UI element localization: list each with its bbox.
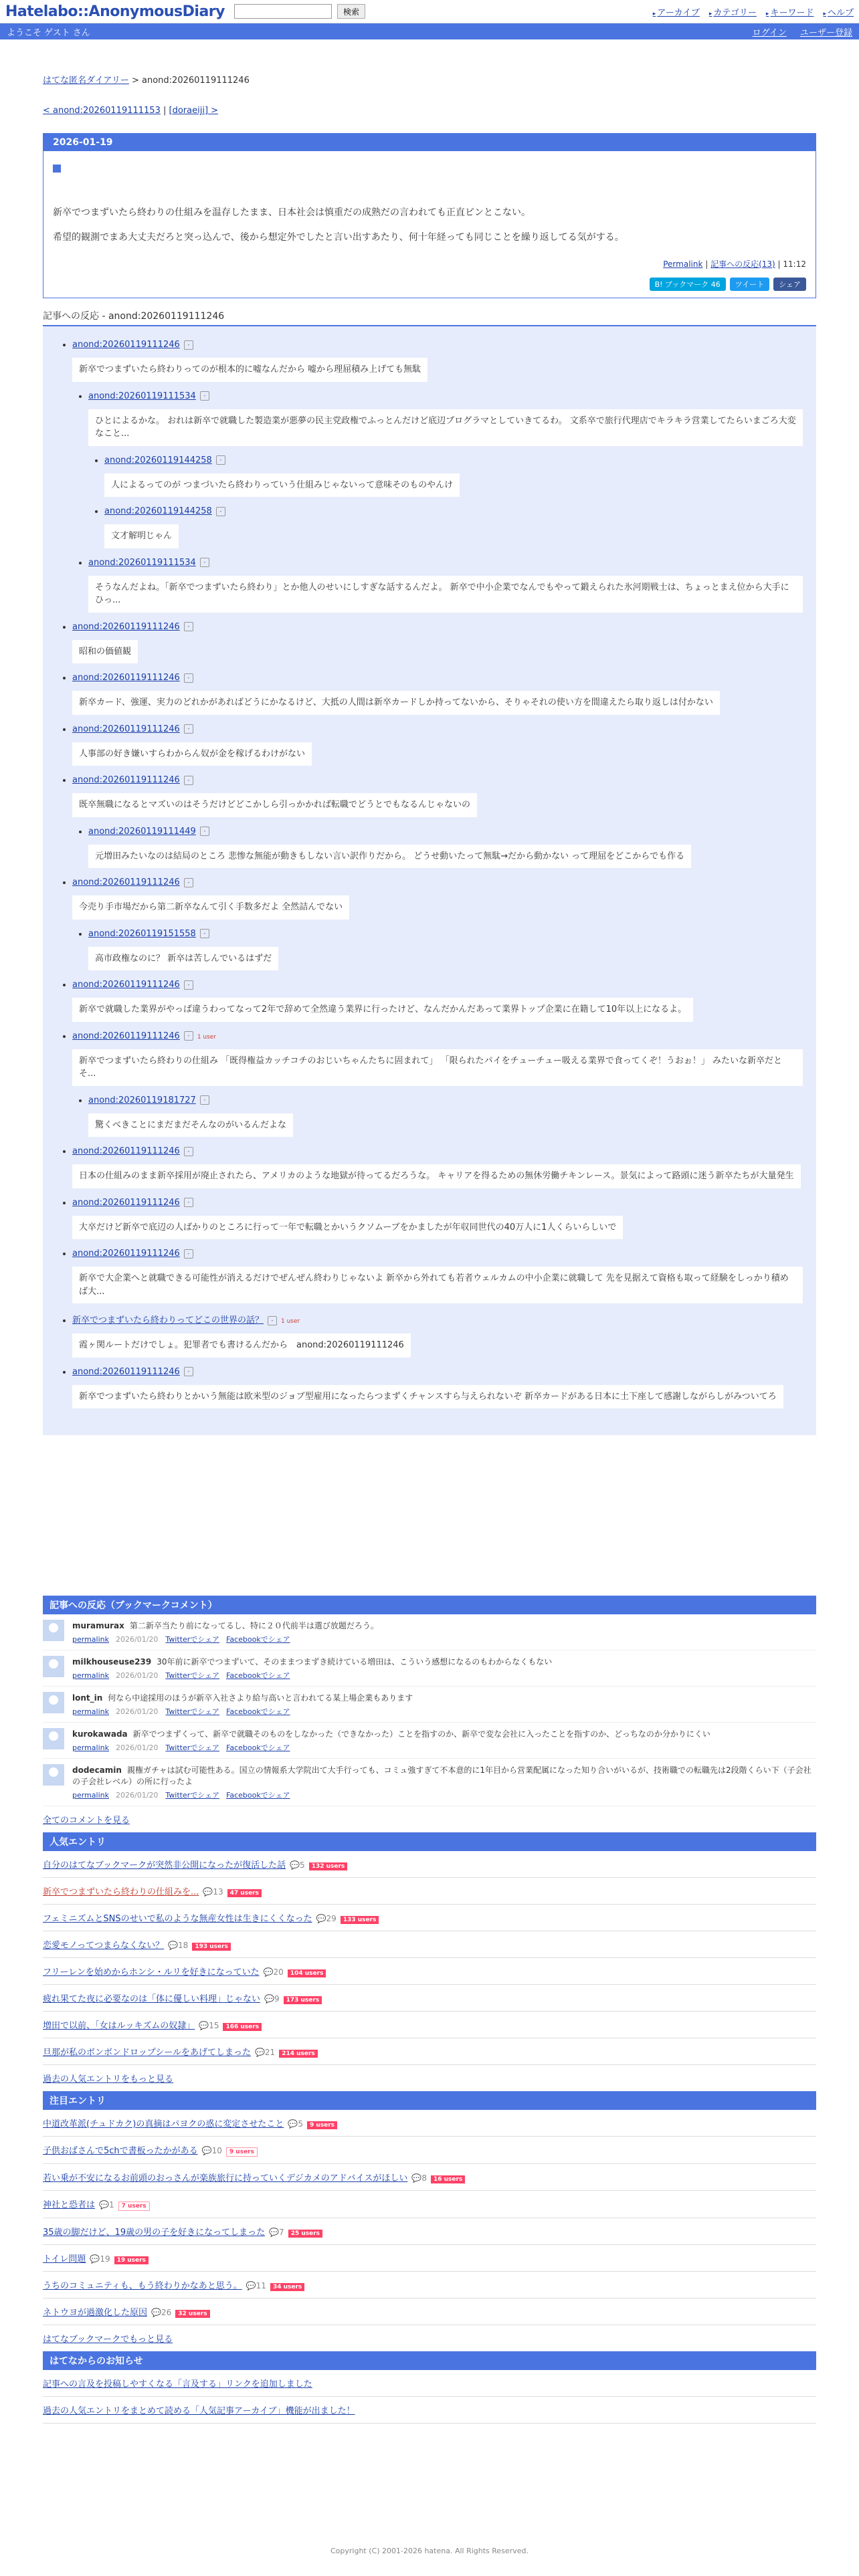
bookmark-row — [43, 1723, 816, 1759]
comment-count — [255, 2048, 275, 2057]
bookmark-section — [43, 1596, 816, 1826]
comment-count — [288, 2119, 303, 2129]
reaction-comment: 新卒でつまずいたら終わりの仕組み 「既得権益カッチコチのおじいちゃんたちに固まれて」 「限られたパイをチューチュー吸える業界で食ってくぞ！うおぉ！」 みたいな新卒だとそ... — [72, 1049, 803, 1086]
reaction-link[interactable]: anond:20260119111246 — [72, 340, 180, 350]
users-badge[interactable]: 104 users — [288, 1969, 326, 1977]
toggle-icon[interactable]: - — [200, 391, 209, 401]
entry-item — [43, 1931, 816, 1958]
bookmark-twitter-share[interactable]: Twitterでシェア — [165, 1635, 220, 1644]
breadcrumb-home[interactable]: はてな匿名ダイアリー — [43, 76, 129, 86]
user-bar — [0, 23, 859, 39]
speech-bubble-icon: 💬 — [269, 2228, 280, 2237]
article — [43, 133, 816, 298]
reaction-comment: 新卒カード、強運、実力のどれかがあればどうにかなるけど、大抵の人間は新卒カードしか持ってないから、そりゃそれの使い方を間違えたら取り返しは付かない — [72, 691, 720, 715]
hatena-bookmark-button[interactable]: B! ブックマーク 46 — [650, 278, 726, 291]
entry-link[interactable]: うちのコミュニティも、もう終わりかなあと思う。 — [43, 2281, 242, 2291]
popular-list — [43, 1851, 816, 2065]
reaction-comment: ひとによるかな。 おれは新卒で就職した製造業が悪夢の民主党政権でふっとんだけど底辺プログラマとしていきてるわ。 文系卒で旅行代理店でキラキラ営業してたらいまごろ大変なこと... — [88, 409, 803, 446]
reaction-comment: 元増田みたいなのは結局のところ 悲惨な無能が動きもしない言い訳作りだから。 どうせ動いたって無駄→だから動かない って理屈をどこからでも作る — [88, 845, 691, 869]
bookmark-date: 2026/01/20 — [116, 1707, 159, 1716]
comment-count-value: 15 — [209, 2021, 219, 2030]
help-link[interactable]: ▸ ヘルプ — [823, 5, 854, 18]
reaction-item — [72, 1198, 803, 1240]
news-link[interactable]: 記事への言及を投稿しやすくなる「言及する」リンクを追加しました — [43, 2379, 312, 2389]
reaction-comment: 人によるってのが つまづいたら終わりっていう仕組みじゃないって意味そのものやんけ — [104, 473, 460, 498]
tweet-button[interactable]: ツイート — [730, 278, 769, 291]
reaction-link[interactable]: anond:20260119151558 — [88, 928, 196, 939]
bookmark-permalink[interactable]: permalink — [72, 1707, 109, 1716]
next-link[interactable]: [doraeiji] > — [169, 106, 219, 116]
bookmark-line — [72, 1692, 413, 1703]
entry-item — [43, 1905, 816, 1931]
news-link[interactable]: 過去の人気エントリをまとめて読める「人気記事アーカイブ」機能が出ました！ — [43, 2406, 355, 2416]
reaction-item — [72, 775, 803, 868]
bookmark-row — [43, 1614, 816, 1650]
reaction-comment: 新卒で大企業へと就職できる可能性が消えるだけでぜんぜん終わりじゃないよ 新卒から外れても若者ウェルカムの中小企業に就職して 先を見据えて資格も取って経験をしっかり積めば大... — [72, 1267, 803, 1303]
reaction-item — [88, 558, 803, 613]
bookmark-row — [43, 1759, 816, 1806]
reaction-comment: 文才解明じゃん — [104, 524, 179, 548]
speech-bubble-icon: 💬 — [199, 2021, 209, 2030]
speech-bubble-icon: 💬 — [99, 2200, 109, 2210]
reaction-comment: 今売り手市場だから第二新卒なんて引く手数多だよ 全然詰んでない — [72, 895, 349, 920]
prev-link[interactable]: < anond:20260119111153 — [43, 106, 161, 116]
bookmark-facebook-share[interactable]: Facebookでシェア — [226, 1791, 290, 1800]
bookmark-line — [72, 1764, 816, 1787]
speech-bubble-icon: 💬 — [201, 2146, 212, 2155]
bookmark-user[interactable]: dodecamin — [72, 1765, 122, 1775]
reaction-item — [88, 929, 803, 971]
reaction-link[interactable]: anond:20260119111246 — [72, 1031, 180, 1041]
bookmark-body — [72, 1728, 710, 1753]
reaction-link[interactable]: anond:20260119111246 — [72, 1197, 180, 1208]
article-paragraph: 希望的観測でまあ大丈夫だろと突っ込んで、後から想定外でしたと言い出すあたり、何十年経っても同じことを繰り返してる気がする。 — [53, 232, 624, 243]
bookmark-user[interactable]: kurokawada — [72, 1729, 128, 1739]
bookmark-line — [72, 1656, 552, 1667]
entry-link[interactable]: 旦那が私のボンボンドロップシールをあげてしまった — [43, 2048, 251, 2058]
bookmark-meta — [72, 1790, 816, 1800]
news-item — [43, 2397, 816, 2424]
bookmark-facebook-share[interactable]: Facebookでシェア — [226, 1635, 290, 1644]
entry-item — [43, 1958, 816, 1985]
toggle-icon[interactable]: - — [184, 1249, 193, 1259]
bookmark-twitter-share[interactable]: Twitterでシェア — [165, 1743, 220, 1752]
reaction-users-badge[interactable]: 1 user — [281, 1318, 300, 1325]
reaction-link[interactable]: anond:20260119111449 — [88, 826, 196, 837]
bookmark-body — [72, 1692, 413, 1717]
entry-item — [43, 2110, 816, 2137]
bookmark-meta — [72, 1742, 710, 1753]
bookmark-body — [72, 1620, 379, 1644]
entry-link[interactable]: 子供おばさんで5chで書板ったかがある — [43, 2146, 198, 2156]
keyword-link[interactable]: ▸ キーワード — [766, 5, 814, 18]
reaction-sublist — [72, 827, 803, 869]
entry-link[interactable]: 疲れ果てた夜に必要なのは「体に優しい料理」じゃない — [43, 1994, 261, 2004]
reaction-item — [72, 980, 803, 1022]
comment-count — [151, 2308, 171, 2317]
reaction-link[interactable]: anond:20260119111246 — [72, 775, 180, 785]
bookmark-facebook-share[interactable]: Facebookでシェア — [226, 1743, 290, 1752]
comment-count — [269, 2228, 284, 2237]
notable-section — [43, 2091, 816, 2345]
archive-link[interactable]: ▸ アーカイブ — [653, 5, 700, 18]
bookmark-comment: 親権ガチャは試む可能性ある。国立の情報系大学院出て大手行っても、コミュ強すぎて不本意的に1年目から営業配属になった知り合いがいるが、技術職での転職先は2段階くらい下（子会社の子会社レベル）の所に行ったよ — [72, 1765, 812, 1786]
reaction-link[interactable]: anond:20260119111246 — [72, 724, 180, 734]
reaction-users-badge[interactable]: 1 user — [197, 1033, 217, 1041]
reaction-comment: 昭和の価値観 — [72, 640, 138, 664]
toggle-icon[interactable]: - — [184, 980, 193, 990]
news-list — [43, 2370, 816, 2424]
reaction-sublist — [88, 455, 803, 548]
avatar[interactable] — [43, 1692, 64, 1713]
breadcrumb-current: anond:20260119111246 — [142, 76, 250, 86]
category-link[interactable]: ▸ カテゴリー — [709, 5, 757, 18]
bookmark-date: 2026/01/20 — [116, 1671, 159, 1680]
bookmark-twitter-share[interactable]: Twitterでシェア — [165, 1671, 220, 1680]
bookmark-meta — [72, 1706, 413, 1717]
reaction-tree — [43, 325, 816, 1435]
toggle-icon[interactable]: - — [184, 1147, 193, 1156]
comment-count-value: 8 — [421, 2173, 427, 2183]
comment-count-value: 5 — [300, 1860, 305, 1870]
entry-item — [43, 1985, 816, 2012]
bookmark-facebook-share[interactable]: Facebookでシェア — [226, 1671, 290, 1680]
entry-item — [43, 2012, 816, 2038]
speech-bubble-icon: 💬 — [290, 1860, 300, 1870]
users-badge[interactable]: 19 users — [114, 2256, 149, 2264]
users-badge[interactable]: 47 users — [227, 1889, 262, 1897]
reaction-comment: 新卒でつまずいたら終わりとかいう無能は欧米型のジョブ型雇用になったらつまずくチャンスすら与えられないぞ 新卒カードがある日本に土下座して感謝しながらしがみついてろ — [72, 1385, 783, 1409]
reaction-link[interactable]: 新卒でつまずいたら終わりってどこの世界の話？ — [72, 1315, 264, 1325]
reaction-comment: そうなんだよね。「新卒でつまずいたら終わり」とか他人のせいにしすぎな話するんだよ。 新卒で中小企業でなんでもやって鍛えられた氷河期戦士は、ちょっとまえ位から大手にひっ... — [88, 576, 803, 613]
toggle-icon[interactable]: - — [184, 724, 193, 734]
notable-header: 注目エントリ — [43, 2091, 816, 2110]
entry-link[interactable]: フェミニズムとSNSのせいで私のような無産女性は生きにくくなった — [43, 1914, 312, 1924]
comment-count — [199, 2021, 219, 2030]
comment-count-value: 26 — [161, 2308, 172, 2317]
comment-count — [246, 2281, 266, 2290]
top-bar — [0, 0, 859, 23]
article-time: 11:12 — [783, 259, 806, 269]
bookmark-list — [43, 1614, 816, 1806]
comment-count-value: 10 — [211, 2146, 222, 2155]
entry-item — [43, 2298, 816, 2325]
search-button[interactable]: 検索 — [337, 4, 365, 19]
reaction-sublist — [72, 391, 803, 613]
comment-count-value: 9 — [274, 1994, 280, 2004]
comment-count-value: 20 — [273, 1967, 284, 1977]
bookmark-permalink[interactable]: permalink — [72, 1671, 109, 1680]
speech-bubble-icon: 💬 — [263, 1967, 274, 1977]
toggle-icon[interactable]: - — [184, 340, 193, 350]
comment-count — [411, 2173, 427, 2183]
reaction-sublist — [72, 929, 803, 971]
entry-link[interactable]: 神社と恐者は — [43, 2200, 96, 2210]
reaction-link[interactable]: anond:20260119144258 — [104, 506, 212, 516]
users-badge[interactable]: 166 users — [223, 2023, 262, 2031]
comment-count-value: 21 — [264, 2048, 276, 2057]
reaction-list — [56, 340, 803, 1408]
avatar[interactable] — [43, 1728, 64, 1749]
toggle-icon[interactable]: - — [216, 507, 225, 516]
share-buttons — [53, 278, 806, 291]
speech-bubble-icon: 💬 — [264, 1994, 274, 2004]
popular-section — [43, 1832, 816, 2084]
reaction-comment: 人事部の好き嫌いすらわからん奴が金を稼げるわけがない — [72, 742, 312, 766]
entry-link[interactable]: フリーレンを始めからホンシ・ルリを好きになっていた — [43, 1967, 260, 1977]
comment-count-value: 13 — [213, 1887, 223, 1897]
users-badge[interactable]: 32 users — [175, 2310, 209, 2318]
bookmark-twitter-share[interactable]: Twitterでシェア — [165, 1791, 220, 1800]
entry-link[interactable]: ネトウヨが過激化した原因 — [43, 2308, 148, 2318]
users-badge[interactable]: 173 users — [284, 1996, 322, 2004]
users-badge[interactable]: 132 users — [309, 1862, 348, 1870]
reaction-link[interactable]: anond:20260119111534 — [88, 391, 196, 401]
comment-count-value: 7 — [279, 2228, 284, 2237]
bookmark-section-header: 記事への反応（ブックマークコメント） — [43, 1596, 816, 1614]
notable-list — [43, 2110, 816, 2325]
comment-count-value: 29 — [326, 1914, 337, 1923]
reaction-item — [72, 877, 803, 970]
pager-sep: | — [160, 106, 169, 116]
reaction-link[interactable]: anond:20260119144258 — [104, 455, 212, 465]
toggle-icon[interactable]: - — [200, 827, 209, 836]
reaction-item — [72, 340, 803, 613]
reaction-item — [88, 827, 803, 869]
reaction-item — [72, 1367, 803, 1409]
reaction-comment: 新卒でつまずいたら終わりってのが根本的に嘘なんだから 嘘から理屈積み上げても無駄 — [72, 358, 427, 382]
reaction-link[interactable]: anond:20260119111246 — [72, 1146, 180, 1156]
comment-count — [264, 1994, 280, 2004]
entry-link[interactable]: 中道改革派(チュドカク)の真摘はパヨクの惑に変定させたこと — [43, 2119, 284, 2129]
breadcrumb — [43, 73, 816, 86]
reaction-item — [72, 622, 803, 664]
reaction-link[interactable]: anond:20260119111246 — [72, 877, 180, 887]
comment-count — [202, 2146, 222, 2155]
bookmark-twitter-share[interactable]: Twitterでシェア — [165, 1707, 220, 1716]
reaction-item — [88, 391, 803, 548]
entry-link[interactable]: 自分のはてなブックマークが突然非公開になったが復活した話 — [43, 1860, 286, 1870]
reaction-comment: 既卒無職になるとマズいのはそうだけどどこかしら引っかかれば転職でどうとでもなるんじゃないの — [72, 793, 477, 817]
news-header: はてなからのお知らせ — [43, 2351, 816, 2370]
welcome-text: ようこそ ゲスト さん — [7, 27, 90, 38]
bookmark-line — [72, 1728, 710, 1739]
entry-item — [43, 2137, 816, 2164]
toggle-icon[interactable]: - — [184, 1031, 193, 1041]
reaction-comment: 日本の仕組みのまま新卒採用が廃止されたら、アメリカのような地獄が待ってるだろうな。 キャリアを得るための無休労働チキンレース。景気によって路頭に迷う新卒たちが大量発生 — [72, 1164, 801, 1188]
reaction-item — [104, 455, 803, 498]
avatar[interactable] — [43, 1764, 64, 1786]
comment-count-value: 1 — [108, 2200, 114, 2210]
bookmark-user[interactable]: muramurax — [72, 1621, 124, 1630]
notable-more-link[interactable]: はてなブックマークでもっと見る — [43, 2335, 173, 2345]
entry-link[interactable]: 恋愛モノってつまらなくない？ — [43, 1941, 165, 1951]
toggle-icon[interactable]: - — [184, 1198, 193, 1207]
toggle-icon[interactable]: - — [200, 558, 209, 567]
entry-item — [43, 2038, 816, 2065]
login-link[interactable]: ログイン — [752, 27, 787, 38]
speech-bubble-icon: 💬 — [411, 2173, 422, 2183]
entry-item — [43, 1878, 816, 1905]
bookmark-meta — [72, 1670, 552, 1681]
reaction-comment: 霞ヶ関ルートだけでしょ。犯罪者でも書けるんだから anond:20260119111246 — [72, 1333, 411, 1358]
reaction-count-link[interactable]: 記事への反応(13) — [710, 259, 775, 269]
users-badge[interactable]: 25 users — [288, 2230, 322, 2238]
reaction-comment: 高市政権なのに？ 新卒は苦しんでいるはずだ — [88, 947, 278, 971]
reaction-item — [104, 506, 803, 548]
comment-count — [264, 1967, 284, 1977]
reaction-item — [72, 1249, 803, 1303]
reaction-comment: 新卒で就職した業界がやっぱ違うわってなって2年で辞めて全然違う業界に行ったけど、なんだかんだあって業界トップ企業に在籍して10年以上になるよ。 — [72, 998, 693, 1022]
article-square-icon — [53, 165, 61, 173]
entry-item — [43, 1851, 816, 1878]
toggle-icon[interactable]: - — [184, 622, 193, 631]
toggle-icon[interactable]: - — [184, 776, 193, 785]
speech-bubble-icon: 💬 — [90, 2254, 100, 2264]
users-badge[interactable]: 9 users — [226, 2147, 258, 2157]
main-content — [43, 73, 816, 2424]
entry-item — [43, 2191, 816, 2218]
comment-count-value: 18 — [178, 1941, 189, 1950]
toggle-icon[interactable]: - — [184, 878, 193, 887]
users-badge[interactable]: 34 users — [270, 2283, 304, 2291]
entry-item — [43, 2245, 816, 2272]
bookmark-row — [43, 1687, 816, 1723]
users-badge[interactable]: 133 users — [341, 1916, 379, 1924]
header-links — [653, 5, 854, 18]
toggle-icon[interactable]: - — [184, 1367, 193, 1376]
comment-count — [168, 1941, 188, 1950]
entry-item — [43, 2164, 816, 2191]
reaction-item — [72, 673, 803, 715]
reaction-link[interactable]: anond:20260119111246 — [72, 980, 180, 990]
speech-bubble-icon: 💬 — [254, 2048, 265, 2057]
bookmark-comment: 何なら中途採用のほうが新卒入社さより給与高いと言われてる某上場企業もあります — [108, 1693, 413, 1703]
article-meta: Permalink | 記事への反応(13) | 11:12 — [663, 259, 806, 269]
entry-link[interactable]: 増田で以前、「女はルッキズムの奴隷」 — [43, 2021, 195, 2031]
bookmark-comment: 第二新卒当たり前になってるし、特に２０代前半は選び放題だろう。 — [129, 1621, 379, 1630]
comment-count — [99, 2200, 114, 2210]
users-badge[interactable]: 16 users — [431, 2175, 465, 2183]
bookmark-user[interactable]: milkhouseuse239 — [72, 1657, 152, 1667]
users-badge[interactable]: 9 users — [307, 2121, 337, 2129]
popular-header: 人気エントリ — [43, 1832, 816, 1851]
bookmark-permalink[interactable]: permalink — [72, 1791, 109, 1800]
reaction-link[interactable]: anond:20260119111246 — [72, 1366, 180, 1377]
reaction-link[interactable]: anond:20260119111534 — [88, 557, 196, 568]
entry-link[interactable]: 若い乗が不安になるお前頭のおっさんが楽族旅行に持っていくデジカメのアドバイスがほしい — [43, 2173, 408, 2183]
users-badge[interactable]: 214 users — [279, 2050, 318, 2058]
avatar[interactable] — [43, 1656, 64, 1677]
reaction-item — [72, 1031, 803, 1138]
entry-item — [43, 2218, 816, 2245]
toggle-icon[interactable]: - — [184, 673, 193, 683]
users-badge[interactable]: 7 users — [118, 2202, 150, 2211]
entry-link[interactable]: トイレ問題 — [43, 2254, 86, 2264]
users-badge[interactable]: 193 users — [192, 1943, 231, 1951]
comment-count — [203, 1887, 223, 1897]
comment-count-value: 11 — [256, 2281, 266, 2290]
news-item — [43, 2370, 816, 2397]
reaction-item — [72, 1313, 803, 1358]
pager — [43, 106, 816, 116]
article-paragraph: 新卒でつまずいたら終わりの仕組みを温存したまま、日本社会は慎重だの成熟だの言われても正直ピンとこない。 — [53, 207, 531, 218]
bookmark-date: 2026/01/20 — [116, 1743, 159, 1752]
reaction-item — [72, 1146, 803, 1188]
all-comments-link[interactable]: 全てのコメントを見る — [43, 1816, 130, 1826]
bookmark-meta — [72, 1634, 379, 1644]
reaction-comment: 驚くべきことにまだまだそんなのがいるんだよな — [88, 1113, 293, 1138]
reactions-header: 記事への反応 - anond:20260119111246 — [43, 311, 225, 322]
entry-link[interactable]: 35歳の脚だけど、19歳の男の子を好きになってしまった — [43, 2228, 266, 2238]
speech-bubble-icon: 💬 — [168, 1941, 179, 1950]
speech-bubble-icon: 💬 — [288, 2119, 298, 2129]
reaction-link[interactable]: anond:20260119111246 — [72, 673, 180, 683]
permalink[interactable]: Permalink — [663, 259, 703, 269]
speech-bubble-icon: 💬 — [151, 2308, 161, 2317]
comment-count — [316, 1914, 337, 1923]
comment-count — [90, 2254, 110, 2264]
bookmark-comment: 30年前に新卒でつまずいて、そのままつまずき続けている増田は、こういう感想になるのもわからなくもない — [157, 1657, 553, 1667]
avatar[interactable] — [43, 1620, 64, 1641]
speech-bubble-icon: 💬 — [246, 2281, 256, 2290]
reaction-item — [72, 724, 803, 766]
reaction-comment: 大卒だけど新卒で底辺の人ばかりのところに行って一年で転職とかいうクソムーブをかましたが年収同世代の40万人に1人くらいらしいで — [72, 1216, 623, 1240]
bookmark-body — [72, 1764, 816, 1800]
reaction-sublist — [72, 1095, 803, 1138]
bookmark-user[interactable]: lont_in — [72, 1693, 103, 1703]
bookmark-body — [72, 1656, 552, 1681]
entry-link[interactable]: 新卒でつまずいたら終わりの仕組みを... — [43, 1887, 199, 1897]
reaction-link[interactable]: anond:20260119111246 — [72, 621, 180, 632]
register-link[interactable]: ユーザー登録 — [799, 27, 852, 38]
comment-count — [290, 1860, 305, 1870]
toggle-icon[interactable]: - — [216, 455, 225, 465]
popular-more-link[interactable]: 過去の人気エントリをもっと見る — [43, 2074, 174, 2084]
search-input[interactable] — [234, 4, 332, 19]
bookmark-date: 2026/01/20 — [116, 1791, 159, 1800]
speech-bubble-icon: 💬 — [316, 1914, 326, 1923]
bookmark-line — [72, 1620, 379, 1631]
article-date: 2026-01-19 — [43, 134, 816, 151]
comment-count-value: 19 — [100, 2254, 110, 2264]
toggle-icon[interactable]: - — [200, 1095, 209, 1105]
breadcrumb-sep: > — [128, 76, 142, 86]
bookmark-facebook-share[interactable]: Facebookでシェア — [226, 1707, 290, 1716]
bookmark-comment: 新卒でつまずくって、新卒で就職そのものをしなかった（できなかった）ことを指すのか、新卒で変な会社に入ったことを指すのか、どっちなのか分かりにくい — [132, 1729, 710, 1739]
news-section — [43, 2351, 816, 2424]
bookmark-date: 2026/01/20 — [116, 1635, 159, 1644]
comment-count-value: 5 — [298, 2119, 303, 2129]
bookmark-permalink[interactable]: permalink — [72, 1635, 109, 1644]
reaction-link[interactable]: anond:20260119181727 — [88, 1095, 196, 1105]
speech-bubble-icon: 💬 — [203, 1887, 213, 1897]
facebook-share-button[interactable]: シェア — [773, 278, 806, 291]
bookmark-row — [43, 1650, 816, 1687]
reaction-item — [88, 1095, 803, 1138]
entry-item — [43, 2272, 816, 2298]
toggle-icon[interactable]: - — [200, 929, 209, 938]
reaction-link[interactable]: anond:20260119111246 — [72, 1249, 180, 1259]
footer-copyright: Copyright (C) 2001-2026 hatena. All Rights Reserved. — [330, 2547, 529, 2555]
toggle-icon[interactable]: - — [268, 1316, 277, 1325]
bookmark-permalink[interactable]: permalink — [72, 1743, 109, 1752]
site-logo[interactable]: Hatelabo::AnonymousDiary — [5, 3, 225, 20]
